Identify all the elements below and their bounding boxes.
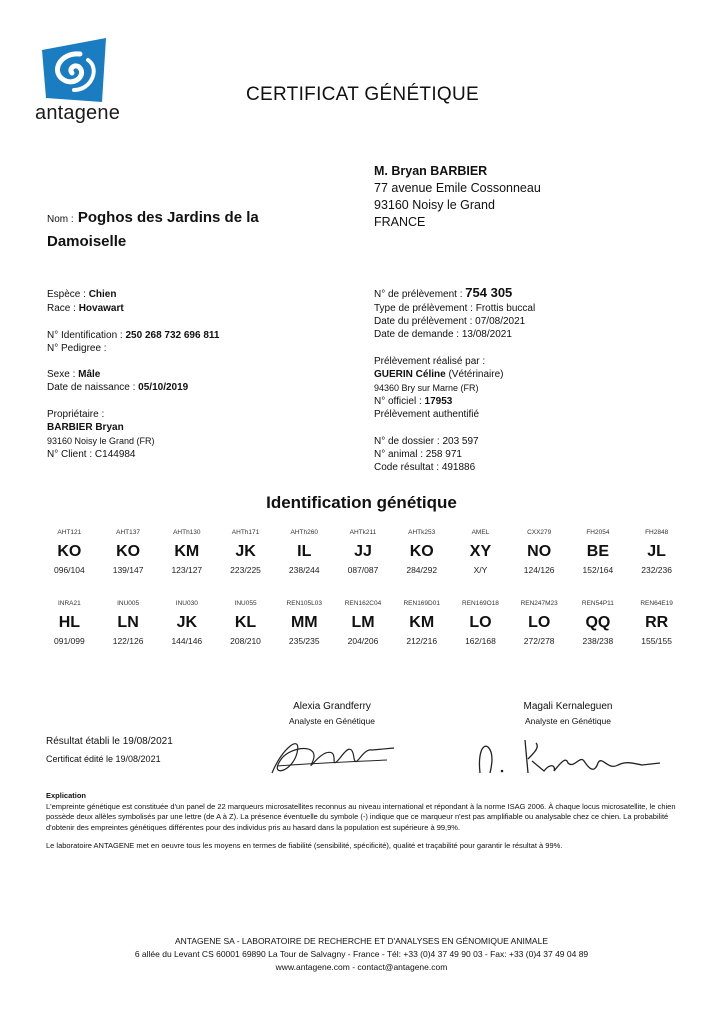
- species-label: Espèce :: [47, 289, 86, 300]
- marker-marker: AHTh130: [173, 529, 201, 536]
- marker-alleles: 238/238: [582, 636, 614, 646]
- genetic-section-title: Identification génétique: [266, 493, 457, 512]
- official-label: N° officiel :: [374, 396, 422, 407]
- marker-alleles: 087/087: [347, 565, 379, 575]
- marker-marker: AHT137: [116, 529, 141, 536]
- marker-code: XY: [469, 543, 492, 560]
- id-line: [47, 329, 219, 342]
- marker-code: LM: [351, 614, 375, 631]
- marker-alleles: 212/216: [406, 636, 438, 646]
- marker-marker: REN64E19: [640, 600, 673, 607]
- marker-code: LO: [528, 614, 551, 631]
- marker-alleles: 223/225: [230, 565, 261, 575]
- vet-role: (Vétérinaire): [448, 369, 504, 380]
- sex-label: Sexe :: [47, 369, 76, 380]
- marker-alleles: X/Y: [473, 565, 488, 575]
- marker-code: NO: [527, 543, 552, 560]
- marker-marker: REN169O18: [462, 600, 499, 607]
- vet-line: [374, 368, 504, 381]
- signature-right-image: [470, 735, 670, 785]
- marker-alleles: 144/146: [171, 636, 203, 646]
- marker-marker: AHTk253: [408, 529, 436, 536]
- marker-alleles: 139/147: [112, 565, 144, 575]
- marker-marker: FH2054: [586, 529, 610, 536]
- breed-line: [47, 302, 124, 315]
- antagene-logo: [40, 38, 110, 108]
- marker-marker: INU030: [175, 600, 198, 607]
- owner-address: [374, 163, 541, 231]
- species-line: [47, 288, 116, 301]
- marker-code: BE: [586, 543, 610, 560]
- owner-city: 93160 Noisy le Grand (FR): [47, 436, 155, 446]
- marker-alleles: 204/206: [347, 636, 379, 646]
- marker-alleles: 122/126: [112, 636, 144, 646]
- marker-grid-row1: [40, 529, 686, 575]
- pedigree-line: N° Pedigree :: [47, 343, 107, 354]
- marker-alleles: 124/126: [523, 565, 555, 575]
- sex-line: [47, 368, 100, 381]
- marker-alleles: 232/236: [641, 565, 672, 575]
- footer-line2: 6 allée du Levant CS 60001 69890 La Tour de Salvagny - France - Tél: +33 (0)4 37 49 90 03 - Fax: +33 (0)4 37 49 04 89: [134, 949, 589, 959]
- marker-code: KO: [57, 543, 82, 560]
- sample-date: Date du prélèvement : 07/08/2021: [374, 316, 526, 327]
- marker-code: JK: [235, 543, 256, 560]
- marker-alleles: 235/235: [288, 636, 320, 646]
- marker-alleles: 155/155: [641, 636, 672, 646]
- request-date: Date de demande : 13/08/2021: [374, 329, 512, 340]
- signature-right-role: Analyste en Génétique: [524, 716, 611, 726]
- birth-line: [47, 381, 188, 394]
- client-label: N° Client :: [47, 449, 93, 460]
- explanation-paragraph-2: Le laboratoire ANTAGENE met en oeuvre tous les moyens en termes de fiabilité (sensibilité, spécificité), qualité et traçabilité pour garantir le résultat à 99%.: [46, 841, 563, 850]
- sample-number-line: [374, 286, 512, 301]
- footer-line1: ANTAGENE SA - LABORATOIRE DE RECHERCHE ET D'ANALYSES EN GÉNOMIQUE ANIMALE: [174, 936, 549, 946]
- id-value: 250 268 732 696 811: [125, 330, 220, 341]
- breed-value: Hovawart: [78, 303, 124, 314]
- result-code: Code résultat : 491886: [374, 462, 476, 473]
- marker-code: JJ: [354, 543, 372, 560]
- sample-number-value: 754 305: [465, 285, 513, 300]
- owner-name-value: BARBIER Bryan: [47, 422, 124, 433]
- sex-value: Mâle: [78, 369, 101, 380]
- marker-marker: REN54P11: [581, 600, 614, 607]
- marker-marker: FH2848: [645, 529, 669, 536]
- marker-marker: INRA21: [57, 600, 81, 607]
- marker-code: LO: [469, 614, 492, 631]
- birth-label: Date de naissance :: [47, 382, 136, 393]
- sample-authentic: Prélèvement authentifié: [374, 409, 480, 420]
- marker-alleles: 152/164: [582, 565, 614, 575]
- client-value: C144984: [94, 449, 136, 460]
- marker-marker: REN105L03: [286, 600, 322, 607]
- result-established: Résultat établi le 19/08/2021: [46, 736, 173, 747]
- footer-line3: www.antagene.com - contact@antagene.com: [275, 962, 448, 972]
- vet-city: 94360 Bry sur Marne (FR): [374, 383, 479, 393]
- marker-alleles: 096/104: [53, 565, 85, 575]
- explanation-paragraph-1: L'empreinte génétique est constituée d'un panel de 22 marqueurs microsatellites reconnus au niveau international et répondant à la norme ISAG 2006. À chaque locus microsatellite, le chien possède deux allèles symbolisés par une lettre (de A à Z). La présence éventuelle du symbole (-) indique que ce marqueur n'est pas amplifiable ou analysable chez ce chien. La probabilité d'obtenir des empreintes génétiques différentes pour des individus pris au hasard dans la population est supérieure à 99,9%.: [46, 801, 676, 832]
- marker-marker: REN162C04: [344, 600, 382, 607]
- footer: [0, 935, 723, 974]
- certificate-edited: Certificat édité le 19/08/2021: [46, 754, 161, 764]
- animal-number: N° animal : 258 971: [374, 449, 462, 460]
- logo-text: antagene: [35, 102, 121, 124]
- marker-alleles: 208/210: [230, 636, 261, 646]
- marker-code: JK: [176, 614, 198, 631]
- id-label: N° Identification :: [47, 330, 123, 341]
- marker-alleles: 162/168: [465, 636, 496, 646]
- birth-value: 05/10/2019: [138, 382, 189, 393]
- explanation: [46, 791, 676, 852]
- marker-marker: AHTk211: [349, 529, 377, 536]
- sample-number-label: N° de prélèvement :: [374, 289, 463, 300]
- marker-code: HL: [58, 614, 81, 631]
- owner-address-line1: 77 avenue Emile Cossonneau: [374, 181, 541, 195]
- animal-name-block: [47, 207, 317, 253]
- marker-marker: AHTh171: [231, 529, 260, 536]
- marker-code: RR: [645, 614, 669, 631]
- explanation-heading: Explication: [46, 791, 87, 800]
- official-value: 17953: [424, 396, 453, 407]
- signature-right-name: Magali Kernaleguen: [523, 701, 613, 712]
- marker-code: KM: [174, 543, 200, 560]
- owner-label: Propriétaire :: [47, 409, 105, 420]
- marker-marker: AHTh260: [290, 529, 318, 536]
- marker-marker: AHT121: [57, 529, 82, 536]
- marker-grid-row2: [40, 600, 686, 646]
- marker-alleles: 091/099: [53, 636, 85, 646]
- signature-left-role: Analyste en Génétique: [288, 716, 375, 726]
- owner-address-line2: 93160 Noisy le Grand: [374, 198, 495, 212]
- marker-alleles: 272/278: [523, 636, 555, 646]
- owner-address-line3: FRANCE: [374, 215, 426, 229]
- vet-name: GUERIN Céline: [374, 369, 446, 380]
- official-line: [374, 395, 452, 408]
- marker-code: JL: [647, 543, 666, 560]
- marker-marker: CXX279: [527, 529, 552, 536]
- marker-marker: INU005: [117, 600, 140, 607]
- animal-name: Poghos des Jardins de la Damoiselle: [47, 209, 259, 250]
- marker-marker: AMEL: [471, 529, 490, 536]
- sample-by-label: Prélèvement réalisé par :: [374, 356, 486, 367]
- owner-address-name: M. Bryan BARBIER: [374, 164, 488, 178]
- marker-alleles: 238/244: [288, 565, 320, 575]
- marker-code: IL: [297, 543, 312, 560]
- marker-alleles: 284/292: [406, 565, 438, 575]
- animal-name-label: Nom :: [47, 214, 74, 225]
- breed-label: Race :: [47, 303, 76, 314]
- marker-code: KM: [409, 614, 435, 631]
- marker-marker: REN169D01: [403, 600, 440, 607]
- marker-marker: INU055: [234, 600, 257, 607]
- dossier-number: N° de dossier : 203 597: [374, 436, 479, 447]
- species-value: Chien: [88, 289, 117, 300]
- marker-code: LN: [117, 614, 139, 631]
- client-line: [47, 448, 136, 461]
- signature-left-name: Alexia Grandferry: [293, 701, 371, 712]
- marker-code: QQ: [585, 614, 611, 631]
- sample-type: Type de prélèvement : Frottis buccal: [374, 303, 536, 314]
- marker-code: MM: [290, 614, 318, 631]
- marker-code: KO: [116, 543, 141, 560]
- marker-alleles: 123/127: [171, 565, 203, 575]
- owner-name: [47, 421, 124, 434]
- marker-marker: REN247M23: [520, 600, 558, 607]
- marker-code: KL: [234, 614, 257, 631]
- marker-code: KO: [409, 543, 434, 560]
- signature-left-image: [262, 728, 402, 793]
- page-title: CERTIFICAT GÉNÉTIQUE: [246, 84, 479, 105]
